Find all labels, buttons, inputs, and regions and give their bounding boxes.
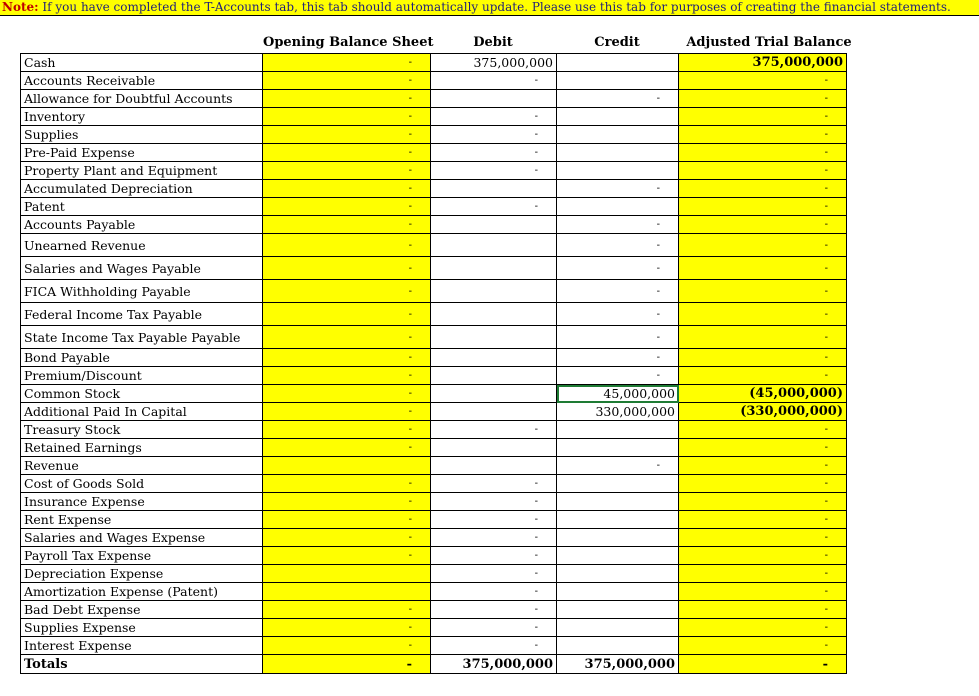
table-row	[21, 349, 847, 367]
adjusted-balance-cell[interactable]: (330,000,000)	[679, 403, 847, 421]
opening-balance-cell[interactable]: -	[263, 162, 431, 180]
credit-cell[interactable]	[557, 529, 679, 547]
opening-balance-cell[interactable]: -	[263, 198, 431, 216]
opening-balance-cell[interactable]: -	[263, 385, 431, 403]
table-row	[21, 303, 847, 326]
debit-cell[interactable]: -	[431, 475, 557, 493]
adjusted-balance-cell[interactable]: -	[679, 439, 847, 457]
table-row	[21, 367, 847, 385]
debit-cell[interactable]: -	[431, 601, 557, 619]
debit-cell[interactable]: -	[431, 198, 557, 216]
table-row	[21, 257, 847, 280]
opening-balance-cell[interactable]: -	[263, 108, 431, 126]
adjusted-balance-cell[interactable]: -	[679, 457, 847, 475]
table-row	[21, 234, 847, 257]
credit-cell[interactable]: -	[557, 216, 679, 234]
account-name-cell[interactable]: Federal Income Tax Payable	[21, 303, 263, 326]
debit-cell[interactable]: -	[431, 144, 557, 162]
credit-cell[interactable]	[557, 547, 679, 565]
opening-balance-cell[interactable]: -	[263, 54, 431, 72]
credit-cell[interactable]	[557, 439, 679, 457]
credit-cell[interactable]	[557, 511, 679, 529]
adjusted-balance-cell[interactable]: -	[679, 198, 847, 216]
debit-cell[interactable]	[431, 280, 557, 303]
adjusted-balance-cell[interactable]: -	[679, 234, 847, 257]
header-adjusted-trial-balance: Adjusted Trial Balance	[686, 35, 852, 50]
credit-cell[interactable]	[557, 493, 679, 511]
adjusted-balance-cell[interactable]: -	[679, 90, 847, 108]
table-row	[21, 547, 847, 565]
note-text: If you have completed the T-Accounts tab, this tab should automatically update. Please use this tab for purposes of creating the financial statements.	[38, 0, 951, 14]
table-row	[21, 457, 847, 475]
credit-cell[interactable]: -	[557, 280, 679, 303]
account-name-cell[interactable]: Common Stock	[21, 385, 263, 403]
table-row	[21, 637, 847, 655]
account-name-cell[interactable]: State Income Tax Payable Payable	[21, 326, 263, 349]
debit-cell[interactable]: 375,000,000	[431, 54, 557, 72]
table-row	[21, 54, 847, 72]
adjusted-balance-cell[interactable]: -	[679, 619, 847, 637]
debit-cell[interactable]: -	[431, 637, 557, 655]
table-row	[21, 72, 847, 90]
opening-balance-cell[interactable]: -	[263, 403, 431, 421]
table-row	[21, 326, 847, 349]
table-row	[21, 144, 847, 162]
account-name-cell[interactable]: Patent	[21, 198, 263, 216]
account-name-cell[interactable]: Rent Expense	[21, 511, 263, 529]
opening-balance-cell[interactable]	[263, 583, 431, 601]
adjusted-balance-cell[interactable]: -	[679, 280, 847, 303]
account-name-cell[interactable]: Depreciation Expense	[21, 565, 263, 583]
credit-cell[interactable]: -	[557, 180, 679, 198]
opening-balance-cell[interactable]: -	[263, 439, 431, 457]
debit-cell[interactable]: -	[431, 72, 557, 90]
account-name-cell[interactable]: Interest Expense	[21, 637, 263, 655]
credit-cell[interactable]	[557, 198, 679, 216]
total-adjusted-cell[interactable]: -	[679, 655, 847, 674]
credit-cell[interactable]: -	[557, 257, 679, 280]
account-name-cell[interactable]: Salaries and Wages Expense	[21, 529, 263, 547]
account-name-cell[interactable]: Supplies Expense	[21, 619, 263, 637]
adjusted-balance-cell[interactable]: -	[679, 601, 847, 619]
adjusted-balance-cell[interactable]: 375,000,000	[679, 54, 847, 72]
account-name-cell[interactable]: Property Plant and Equipment	[21, 162, 263, 180]
debit-cell[interactable]	[431, 439, 557, 457]
credit-cell[interactable]	[557, 126, 679, 144]
total-credit-cell[interactable]: 375,000,000	[557, 655, 679, 674]
opening-balance-cell[interactable]: -	[263, 547, 431, 565]
table-row	[21, 108, 847, 126]
adjusted-balance-cell[interactable]: -	[679, 216, 847, 234]
debit-cell[interactable]: -	[431, 529, 557, 547]
adjusted-balance-cell[interactable]: -	[679, 326, 847, 349]
credit-cell[interactable]	[557, 637, 679, 655]
account-name-cell[interactable]: Salaries and Wages Payable	[21, 257, 263, 280]
debit-cell[interactable]	[431, 349, 557, 367]
table-row	[21, 583, 847, 601]
opening-balance-cell[interactable]	[263, 565, 431, 583]
table-row	[21, 403, 847, 421]
debit-cell[interactable]: -	[431, 619, 557, 637]
debit-cell[interactable]	[431, 234, 557, 257]
adjusted-balance-cell[interactable]: -	[679, 257, 847, 280]
credit-cell[interactable]: 330,000,000	[557, 403, 679, 421]
adjusted-balance-cell[interactable]: -	[679, 303, 847, 326]
credit-cell[interactable]: -	[557, 234, 679, 257]
debit-cell[interactable]: -	[431, 583, 557, 601]
adjusted-balance-cell[interactable]: -	[679, 162, 847, 180]
credit-cell[interactable]	[557, 108, 679, 126]
opening-balance-cell[interactable]	[263, 457, 431, 475]
debit-cell[interactable]: -	[431, 493, 557, 511]
adjusted-balance-cell[interactable]: -	[679, 511, 847, 529]
debit-cell[interactable]: -	[431, 421, 557, 439]
debit-cell[interactable]: -	[431, 126, 557, 144]
account-name-cell[interactable]: Accumulated Depreciation	[21, 180, 263, 198]
account-name-cell[interactable]: Premium/Discount	[21, 367, 263, 385]
account-name-cell[interactable]: FICA Withholding Payable	[21, 280, 263, 303]
opening-balance-cell[interactable]: -	[263, 529, 431, 547]
account-name-cell[interactable]: Bond Payable	[21, 349, 263, 367]
credit-cell[interactable]: -	[557, 349, 679, 367]
debit-cell[interactable]: -	[431, 511, 557, 529]
account-name-cell[interactable]: Unearned Revenue	[21, 234, 263, 257]
credit-cell[interactable]	[557, 54, 679, 72]
account-name-cell[interactable]: Amortization Expense (Patent)	[21, 583, 263, 601]
account-name-cell[interactable]: Payroll Tax Expense	[21, 547, 263, 565]
totals-row	[21, 655, 847, 674]
credit-cell[interactable]: -	[557, 367, 679, 385]
adjusted-balance-cell[interactable]: -	[679, 529, 847, 547]
opening-balance-cell[interactable]: -	[263, 234, 431, 257]
credit-cell[interactable]: -	[557, 326, 679, 349]
table-row	[21, 475, 847, 493]
credit-cell[interactable]	[557, 583, 679, 601]
debit-cell[interactable]: -	[431, 565, 557, 583]
account-name-cell[interactable]: Allowance for Doubtful Accounts	[21, 90, 263, 108]
adjusted-balance-cell[interactable]: -	[679, 144, 847, 162]
table-row	[21, 385, 847, 403]
debit-cell[interactable]	[431, 326, 557, 349]
opening-balance-cell[interactable]: -	[263, 144, 431, 162]
account-name-cell[interactable]: Accounts Payable	[21, 216, 263, 234]
credit-cell[interactable]	[557, 421, 679, 439]
adjusted-balance-cell[interactable]: -	[679, 367, 847, 385]
credit-cell[interactable]: -	[557, 90, 679, 108]
debit-cell[interactable]	[431, 90, 557, 108]
debit-cell[interactable]	[431, 403, 557, 421]
debit-cell[interactable]: -	[431, 162, 557, 180]
account-name-cell[interactable]: Revenue	[21, 457, 263, 475]
table-row	[21, 511, 847, 529]
table-row	[21, 439, 847, 457]
table-row	[21, 493, 847, 511]
debit-cell[interactable]	[431, 457, 557, 475]
adjusted-balance-cell[interactable]: -	[679, 565, 847, 583]
header-opening-balance-sheet: Opening Balance Sheet	[263, 35, 434, 50]
opening-balance-cell[interactable]: -	[263, 326, 431, 349]
table-row	[21, 529, 847, 547]
credit-cell[interactable]	[557, 601, 679, 619]
table-row	[21, 280, 847, 303]
credit-cell[interactable]: 45,000,000	[557, 385, 679, 403]
account-name-cell[interactable]: Treasury Stock	[21, 421, 263, 439]
table-row	[21, 601, 847, 619]
opening-balance-cell[interactable]: -	[263, 511, 431, 529]
account-name-cell[interactable]: Insurance Expense	[21, 493, 263, 511]
account-name-cell[interactable]: Cost of Goods Sold	[21, 475, 263, 493]
debit-cell[interactable]	[431, 303, 557, 326]
opening-balance-cell[interactable]: -	[263, 367, 431, 385]
account-name-cell[interactable]: Pre-Paid Expense	[21, 144, 263, 162]
note-banner	[0, 0, 979, 16]
adjusted-balance-cell[interactable]: -	[679, 421, 847, 439]
credit-cell[interactable]	[557, 619, 679, 637]
opening-balance-cell[interactable]: -	[263, 619, 431, 637]
credit-cell[interactable]	[557, 162, 679, 180]
adjusted-balance-cell[interactable]: -	[679, 72, 847, 90]
account-name-cell[interactable]: Bad Debt Expense	[21, 601, 263, 619]
debit-cell[interactable]	[431, 367, 557, 385]
table-row	[21, 90, 847, 108]
account-name-cell[interactable]: Retained Earnings	[21, 439, 263, 457]
adjusted-balance-cell[interactable]: -	[679, 108, 847, 126]
adjusted-balance-cell[interactable]: -	[679, 493, 847, 511]
opening-balance-cell[interactable]: -	[263, 126, 431, 144]
debit-cell[interactable]: -	[431, 547, 557, 565]
adjusted-balance-cell[interactable]: -	[679, 637, 847, 655]
table-row	[21, 216, 847, 234]
debit-cell[interactable]	[431, 216, 557, 234]
credit-cell[interactable]: -	[557, 303, 679, 326]
credit-cell[interactable]: -	[557, 457, 679, 475]
account-name-cell[interactable]: Additional Paid In Capital	[21, 403, 263, 421]
header-debit: Debit	[473, 35, 513, 50]
total-debit-cell[interactable]: 375,000,000	[431, 655, 557, 674]
opening-balance-cell[interactable]: -	[263, 72, 431, 90]
account-name-cell[interactable]: Cash	[21, 54, 263, 72]
credit-cell[interactable]	[557, 72, 679, 90]
debit-cell[interactable]	[431, 257, 557, 280]
opening-balance-cell[interactable]: -	[263, 216, 431, 234]
table-row	[21, 180, 847, 198]
total-opening-cell[interactable]: -	[263, 655, 431, 674]
opening-balance-cell[interactable]: -	[263, 601, 431, 619]
opening-balance-cell[interactable]: -	[263, 421, 431, 439]
opening-balance-cell[interactable]: -	[263, 475, 431, 493]
table-row	[21, 126, 847, 144]
account-name-cell[interactable]: Supplies	[21, 126, 263, 144]
opening-balance-cell[interactable]: -	[263, 90, 431, 108]
adjusted-balance-cell[interactable]: -	[679, 475, 847, 493]
table-row	[21, 619, 847, 637]
opening-balance-cell[interactable]: -	[263, 303, 431, 326]
table-row	[21, 198, 847, 216]
adjusted-balance-cell[interactable]: -	[679, 547, 847, 565]
opening-balance-cell[interactable]: -	[263, 349, 431, 367]
adjusted-balance-cell[interactable]: -	[679, 180, 847, 198]
opening-balance-cell[interactable]: -	[263, 637, 431, 655]
credit-cell[interactable]	[557, 475, 679, 493]
opening-balance-cell[interactable]: -	[263, 180, 431, 198]
table-row	[21, 421, 847, 439]
note-label: Note:	[2, 0, 39, 14]
trial-balance-table	[20, 53, 847, 674]
totals-label-cell[interactable]: Totals	[21, 655, 263, 674]
table-row	[21, 565, 847, 583]
adjusted-balance-cell[interactable]: (45,000,000)	[679, 385, 847, 403]
account-name-cell[interactable]: Accounts Receivable	[21, 72, 263, 90]
adjusted-balance-cell[interactable]: -	[679, 349, 847, 367]
credit-cell[interactable]	[557, 144, 679, 162]
account-name-cell[interactable]: Inventory	[21, 108, 263, 126]
credit-cell[interactable]	[557, 565, 679, 583]
debit-cell[interactable]	[431, 180, 557, 198]
opening-balance-cell[interactable]: -	[263, 493, 431, 511]
opening-balance-cell[interactable]: -	[263, 280, 431, 303]
debit-cell[interactable]	[431, 385, 557, 403]
header-credit: Credit	[594, 35, 640, 50]
adjusted-balance-cell[interactable]: -	[679, 126, 847, 144]
adjusted-balance-cell[interactable]: -	[679, 583, 847, 601]
opening-balance-cell[interactable]: -	[263, 257, 431, 280]
table-row	[21, 162, 847, 180]
debit-cell[interactable]: -	[431, 108, 557, 126]
